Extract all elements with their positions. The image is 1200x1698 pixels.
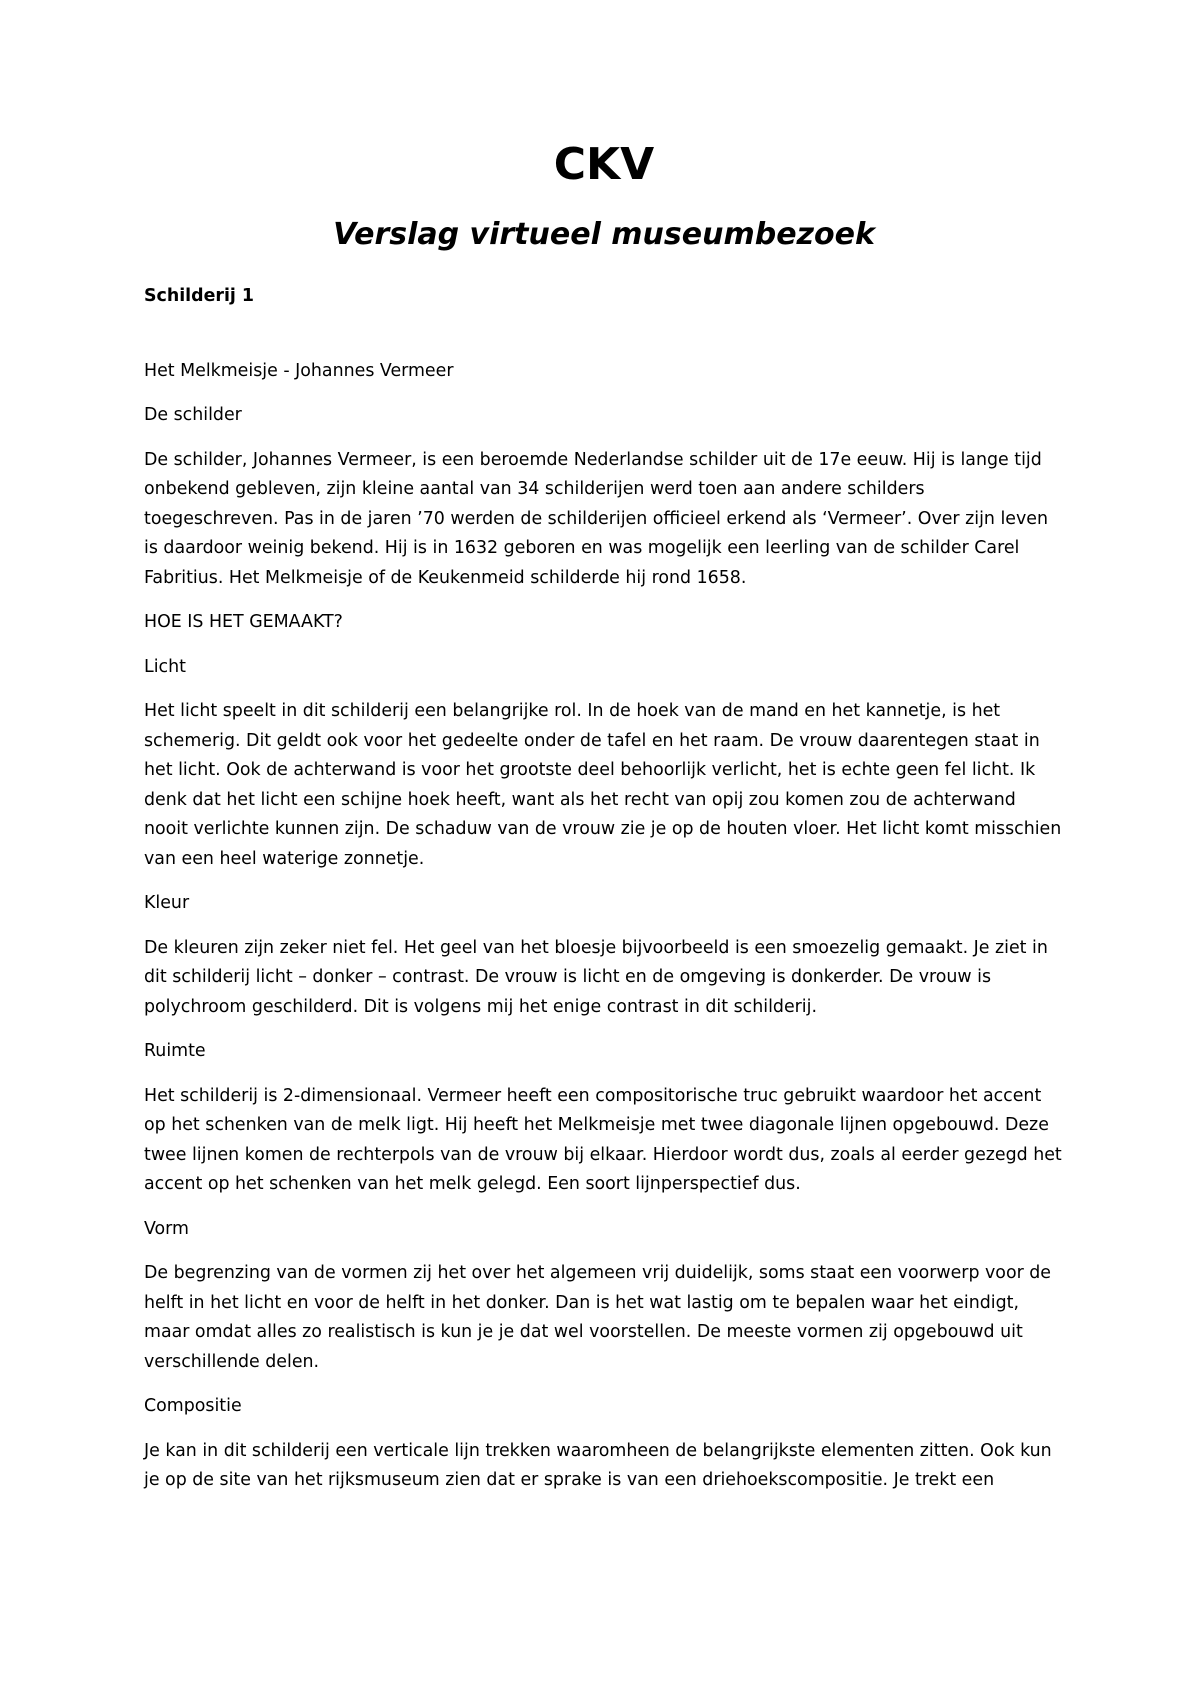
heading-how-made: HOE IS HET GEMAAKT? bbox=[144, 612, 343, 632]
heading-form: Vorm bbox=[144, 1218, 189, 1239]
heading-painter: De schilder bbox=[144, 405, 242, 425]
heading-composition: Compositie bbox=[144, 1396, 242, 1416]
paragraph-space: Het schilderij is 2-dimensionaal. Vermeer heeft een compositorische truc gebruikt waardoor het accent op het schenken van de melk ligt. Hij heeft het Melkmeisje met twee diagonale lijnen opgebouwd. Deze twee lijnen komen de rechterpols van de vrouw bij elkaar. Hierdoor wordt dus, zoals al eerder gezegd het accent op het schenken van het melk gelegd. Een soort lijnperspectief dus. bbox=[144, 1085, 1062, 1194]
paragraph-color: De kleuren zijn zeker niet fel. Het geel van het bloesje bijvoorbeeld is een smoezelig gemaakt. Je ziet in dit schilderij licht – donker – contrast. De vrouw is licht en de omgeving is donkerder. De vrouw is polychroom geschilderd. Dit is volgens mij het enige contrast in dit schilderij. bbox=[144, 937, 1048, 1017]
heading-light: Licht bbox=[144, 656, 186, 677]
paragraph-form: De begrenzing van de vormen zij het over het algemeen vrij duidelijk, soms staat een voorwerp voor de helft in het licht en voor de helft in het donker. Dan is het wat lastig om te bepalen waar het eindigt, maar omdat alles zo realistisch is kun je je dat wel voorstellen. De meeste vormen zij opgebouwd uit verschillende delen. bbox=[144, 1263, 1051, 1372]
document-subtitle: Verslag virtueel museumbezoek bbox=[333, 217, 875, 252]
paragraph-painter: De schilder, Johannes Vermeer, is een beroemde Nederlandse schilder uit de 17e eeuw. Hij is lange tijd onbekend gebleven, zijn kleine aantal van 34 schilderijen werd toen aan andere schilders toegeschreven. Pas in de jaren ’70 werden de schilderijen officieel erkend als ‘Vermeer’. Over zijn leven is daardoor weinig bekend. Hij is in 1632 geboren en was mogelijk een leerling van de schilder Carel Fabritius. Het Melkmeisje of de Keukenmeid schilderde hij rond 1658. bbox=[144, 449, 1048, 588]
document-title: CKV bbox=[553, 139, 655, 190]
document-body bbox=[144, 282, 1064, 1511]
spacer bbox=[144, 327, 1064, 357]
heading-color: Kleur bbox=[144, 893, 190, 913]
paragraph-composition: Je kan in dit schilderij een verticale lijn trekken waaromheen de belangrijkste elementen zitten. Ook kun je op de site van het rijksmuseum zien dat er sprake is van een driehoekscompositie. Je trekt een bbox=[144, 1440, 1052, 1490]
heading-space: Ruimte bbox=[144, 1041, 206, 1061]
paragraph-light: Het licht speelt in dit schilderij een belangrijke rol. In de hoek van de mand en het kannetje, is het schemerig. Dit geldt ook voor het gedeelte onder de tafel en het raam. De vrouw daarentegen staat in het licht. Ook de achterwand is voor het grootste deel behoorlijk verlicht, het is echte geen fel licht. Ik denk dat het licht een schijne hoek heeft, want als het recht van opij zou komen zou de achterwand nooit verlichte kunnen zijn. De schaduw van de vrouw zie je op de houten vloer. Het licht komt misschien van een heel waterige zonnetje. bbox=[144, 701, 1062, 869]
section-label: Schilderij 1 bbox=[144, 286, 255, 306]
painting-title: Het Melkmeisje - Johannes Vermeer bbox=[144, 360, 454, 381]
